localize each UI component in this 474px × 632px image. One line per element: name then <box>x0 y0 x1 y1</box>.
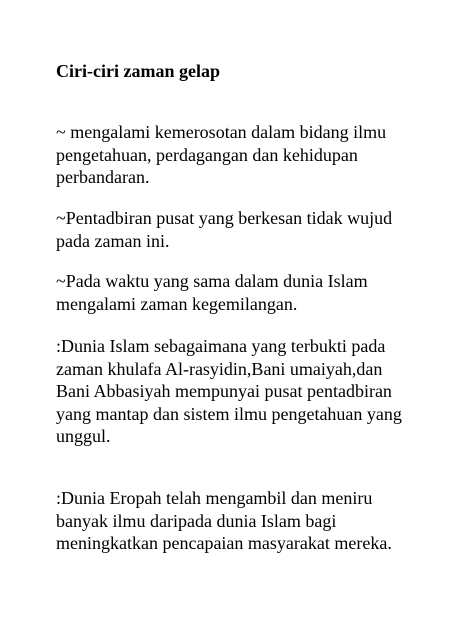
paragraph-decline <box>56 121 456 189</box>
paragraph-line: mengalami zaman kegemilangan. <box>56 293 298 314</box>
paragraph-europe <box>56 487 456 555</box>
document-title: Ciri-ciri zaman gelap <box>56 61 220 81</box>
paragraph-line: ~Pada waktu yang sama dalam dunia Islam <box>56 271 368 291</box>
paragraph-line: banyak ilmu daripada dunia Islam bagi <box>56 510 337 531</box>
paragraph-line: unggul. <box>56 426 111 446</box>
paragraph-islamic-golden-age <box>56 270 456 315</box>
paragraph-line: yang mantap dan sistem ilmu pengetahuan yang <box>56 403 402 424</box>
paragraph-line: pengetahuan, perdagangan dan kehidupan <box>56 144 358 165</box>
paragraph-line: ~ mengalami kemerosotan dalam bidang ilmu <box>56 122 387 142</box>
paragraph-line: :Dunia Eropah telah mengambil dan meniru <box>56 488 373 508</box>
paragraph-administration <box>56 207 456 252</box>
paragraph-line: perbandaran. <box>56 167 150 187</box>
paragraph-line: zaman khulafa Al-rasyidin,Bani umaiyah,dan <box>56 358 383 379</box>
paragraph-line: ~Pentadbiran pusat yang berkesan tidak wujud <box>56 208 393 228</box>
paragraph-line: meningkatkan pencapaian masyarakat mereka. <box>56 533 392 553</box>
paragraph-line: Bani Abbasiyah mempunyai pusat pentadbiran <box>56 381 392 401</box>
paragraph-line: pada zaman ini. <box>56 230 170 251</box>
paragraph-line: :Dunia Islam sebagaimana yang terbukti pada <box>56 336 386 356</box>
paragraph-islamic-world <box>56 335 456 448</box>
